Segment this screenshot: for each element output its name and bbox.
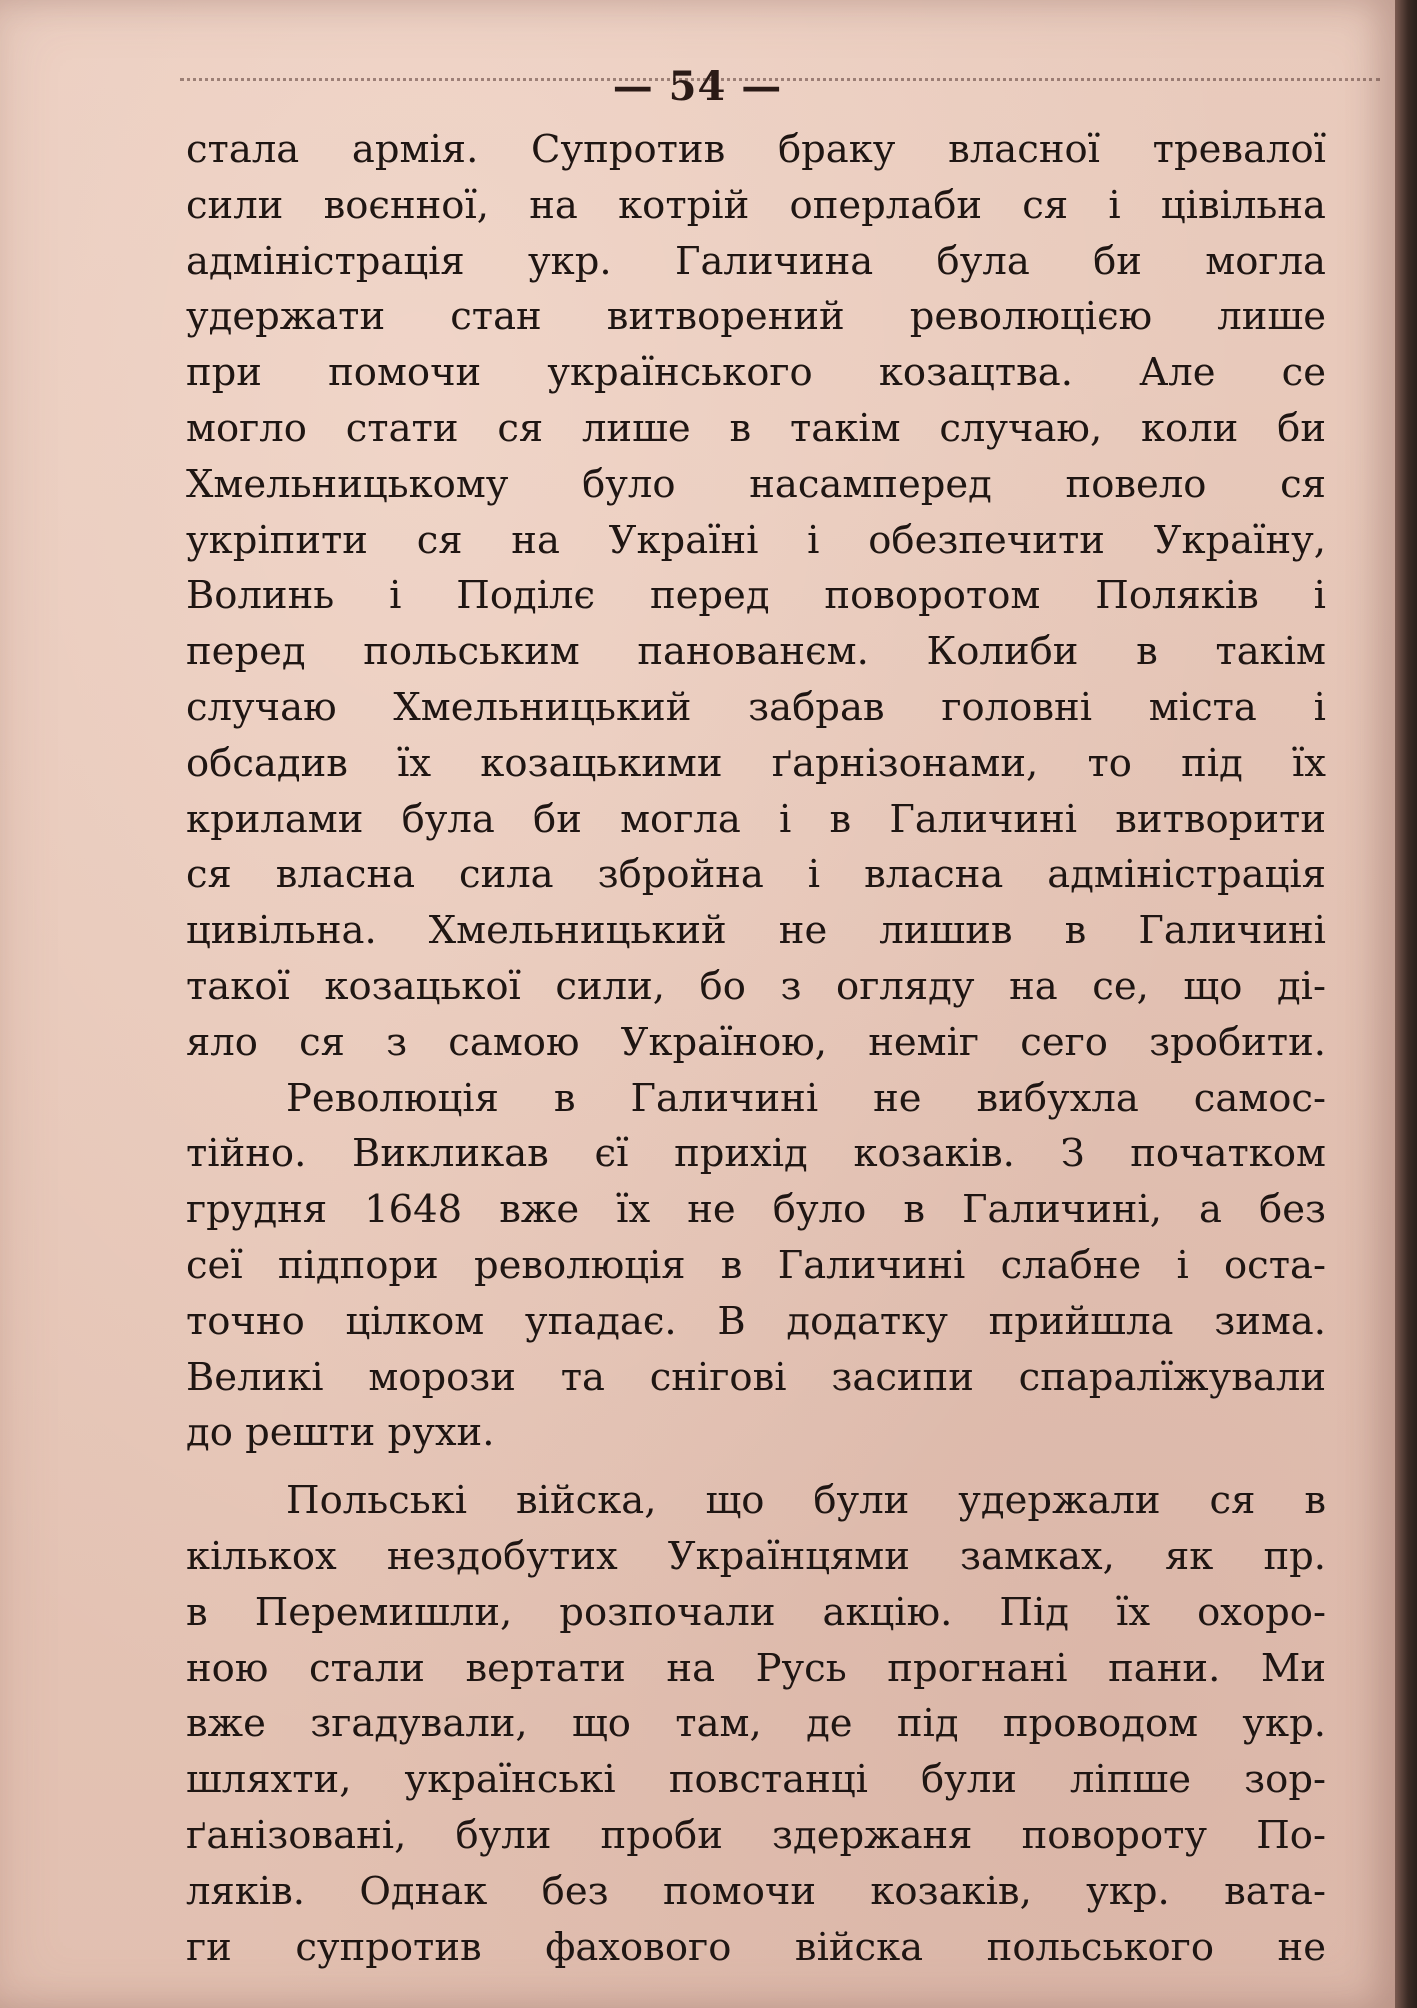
text-line: цивільна. Хмельницький не лишив в Галичині: [186, 908, 1326, 954]
text-line: стала армія. Супротив браку власної тревалої: [186, 127, 1326, 172]
text-line: ґанізовані, були проби здержаня повороту По-: [186, 1812, 1326, 1858]
text-line: Великі морози та снігові засипи спаралїжували: [186, 1354, 1326, 1400]
text-line: в Перемишли, розпочали акцію. Під їх охоро-: [186, 1589, 1326, 1635]
text-line: адміністрація укр. Галичина була би могла: [186, 238, 1326, 284]
text-line: ною стали вертати на Русь прогнані пани. Ми: [186, 1645, 1326, 1691]
text-line: Революція в Галичині не вибухла самос-: [286, 1075, 1326, 1121]
text-line: грудня 1648 вже їх не було в Галичині, а без: [186, 1187, 1326, 1233]
text-line: шляхти, українські повстанці були ліпше зор-: [186, 1757, 1326, 1803]
text-line: тійно. Викликав єї прихід козаків. З початком: [186, 1131, 1326, 1177]
text-line: сеї підпори революція в Галичині слабне і оста-: [186, 1242, 1326, 1288]
page-text-body: [186, 122, 1326, 1975]
text-line: обсадив їх козацькими ґарнізонами, то під їх: [186, 740, 1326, 786]
text-line: ги супротив фахового війска польського не: [186, 1924, 1326, 1970]
paragraph-3: [186, 1473, 1326, 1975]
text-line: сили воєнної, на котрій оперлаби ся і цівільна: [186, 182, 1326, 228]
text-line: ляків. Однак без помочи козаків, укр. вата-: [186, 1868, 1326, 1914]
text-line: яло ся з самою Україною, неміг сего зробити.: [186, 1019, 1326, 1065]
page-number: — 54 —: [612, 63, 783, 110]
text-line: крилами була би могла і в Галичині витворити: [186, 796, 1326, 842]
text-line: удержати стан витворений революцією лише: [186, 294, 1326, 340]
text-line: случаю Хмельницький забрав головні міста і: [186, 684, 1326, 730]
text-line: при помочи українського козацтва. Але се: [186, 350, 1326, 396]
text-line: такої козацької сили, бо з огляду на се, що ді-: [186, 963, 1326, 1009]
text-line: кількох нездобутих Українцями замках, як пр.: [186, 1533, 1326, 1579]
text-line: точно цілком упадає. В додатку прийшла зима.: [186, 1298, 1326, 1344]
text-line: Волинь і Поділє перед поворотом Поляків і: [186, 573, 1326, 619]
paragraph-2: [186, 1071, 1326, 1462]
paragraph-1: [186, 122, 1326, 1071]
text-line: ся власна сила збройна і власна адміністрація: [186, 852, 1326, 898]
page-binding-edge: [1395, 0, 1417, 2008]
text-line: до решти рухи.: [186, 1410, 495, 1456]
text-line: Польські війска, що були удержали ся в: [286, 1478, 1326, 1524]
text-line: укріпити ся на Україні і обезпечити Україну,: [186, 517, 1326, 563]
text-line: могло стати ся лише в такім случаю, коли би: [186, 405, 1326, 451]
paragraph-gap: [186, 1461, 1326, 1473]
text-line: вже згадували, що там, де під проводом укр.: [186, 1701, 1326, 1747]
text-line: Хмельницькому було насамперед повело ся: [186, 461, 1326, 507]
text-line: перед польським панованєм. Колиби в такім: [186, 629, 1326, 675]
